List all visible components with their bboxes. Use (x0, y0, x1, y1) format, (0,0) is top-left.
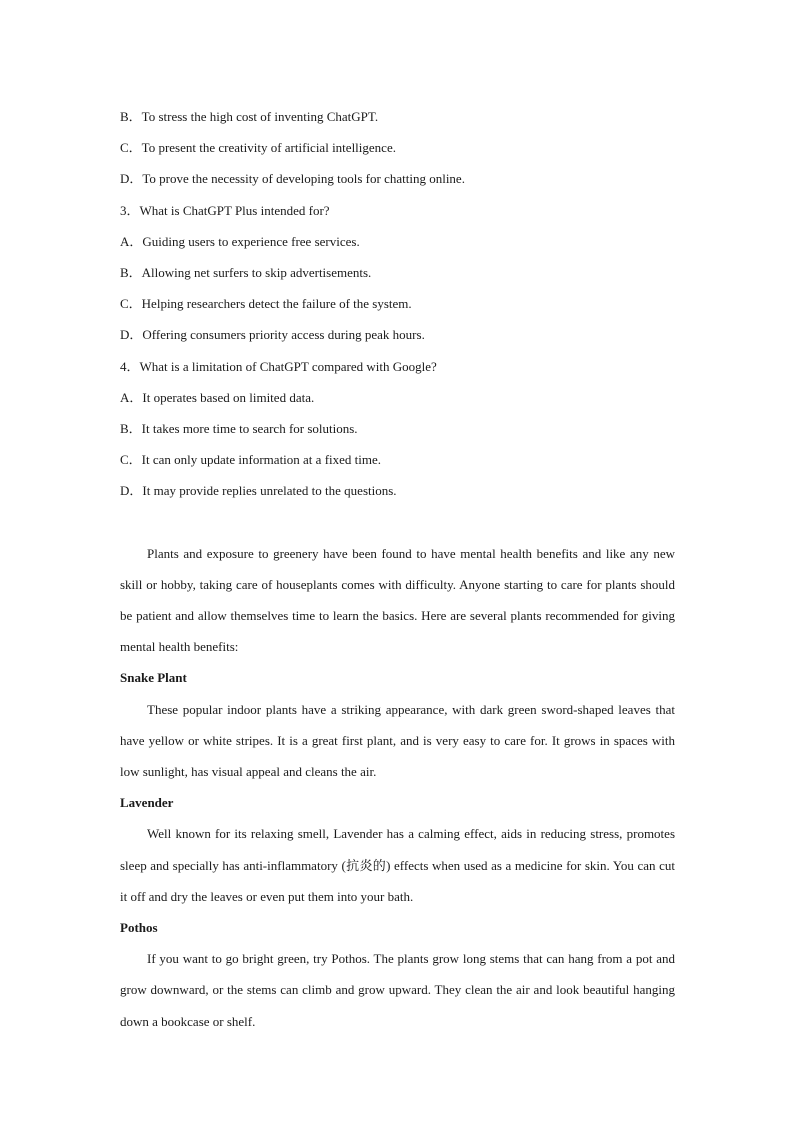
question-line: A．It operates based on limited data. (120, 389, 315, 405)
question-line: C．To present the creativity of artificial intelligence. (120, 140, 396, 156)
section-body-snake-plant: These popular indoor plants have a striking appearance, with dark green sword-shaped leaves that have yellow or white stripes. It is a great first plant, and is very easy to care for. It grows in spaces with low sunlight, has visual appeal and cleans the air. (120, 701, 675, 780)
question-line: C．It can only update information at a fixed time. (120, 452, 382, 468)
section-spacer (120, 507, 675, 538)
section-heading-snake-plant: Snake Plant (120, 670, 187, 686)
question-line: 3．What is ChatGPT Plus intended for? (120, 202, 330, 218)
question-line: C．Helping researchers detect the failure of the system. (120, 296, 412, 312)
question-line: B．It takes more time to search for solutions. (120, 421, 358, 437)
reading-passage (120, 538, 675, 1037)
question-line: B．To stress the high cost of inventing ChatGPT. (120, 109, 379, 124)
question-list (120, 101, 675, 507)
question-line: 4．What is a limitation of ChatGPT compared with Google? (120, 358, 437, 374)
question-line: D．It may provide replies unrelated to the questions. (120, 483, 397, 499)
question-line: B．Allowing net surfers to skip advertisements. (120, 265, 372, 281)
page-content (120, 101, 675, 1037)
section-body-pothos: If you want to go bright green, try Pothos. The plants grow long stems that can hang from a pot and grow downward, or the stems can climb and grow upward. They clean the air and look beautiful hanging down a bookcase or shelf. (120, 951, 675, 1029)
section-body-lavender: Well known for its relaxing smell, Lavender has a calming effect, aids in reducing stress, promotes sleep and specially has anti-inflammatory (抗炎的) effects when used as a medicine for skin. You can cut it off and dry the leaves or even put them into your bath. (120, 826, 675, 904)
question-line: D．To prove the necessity of developing tools for chatting online. (120, 171, 465, 187)
question-line: A．Guiding users to experience free services. (120, 233, 360, 249)
section-heading-pothos: Pothos (120, 920, 158, 936)
section-heading-lavender: Lavender (120, 795, 174, 811)
question-line: D．Offering consumers priority access during peak hours. (120, 327, 425, 343)
passage-intro: Plants and exposure to greenery have been found to have mental health benefits and like any new skill or hobby, taking care of houseplants comes with difficulty. Anyone starting to care for plants should be patient and allow themselves time to learn the basics. Here are several plants recommended for giving mental health benefits: (120, 545, 675, 655)
